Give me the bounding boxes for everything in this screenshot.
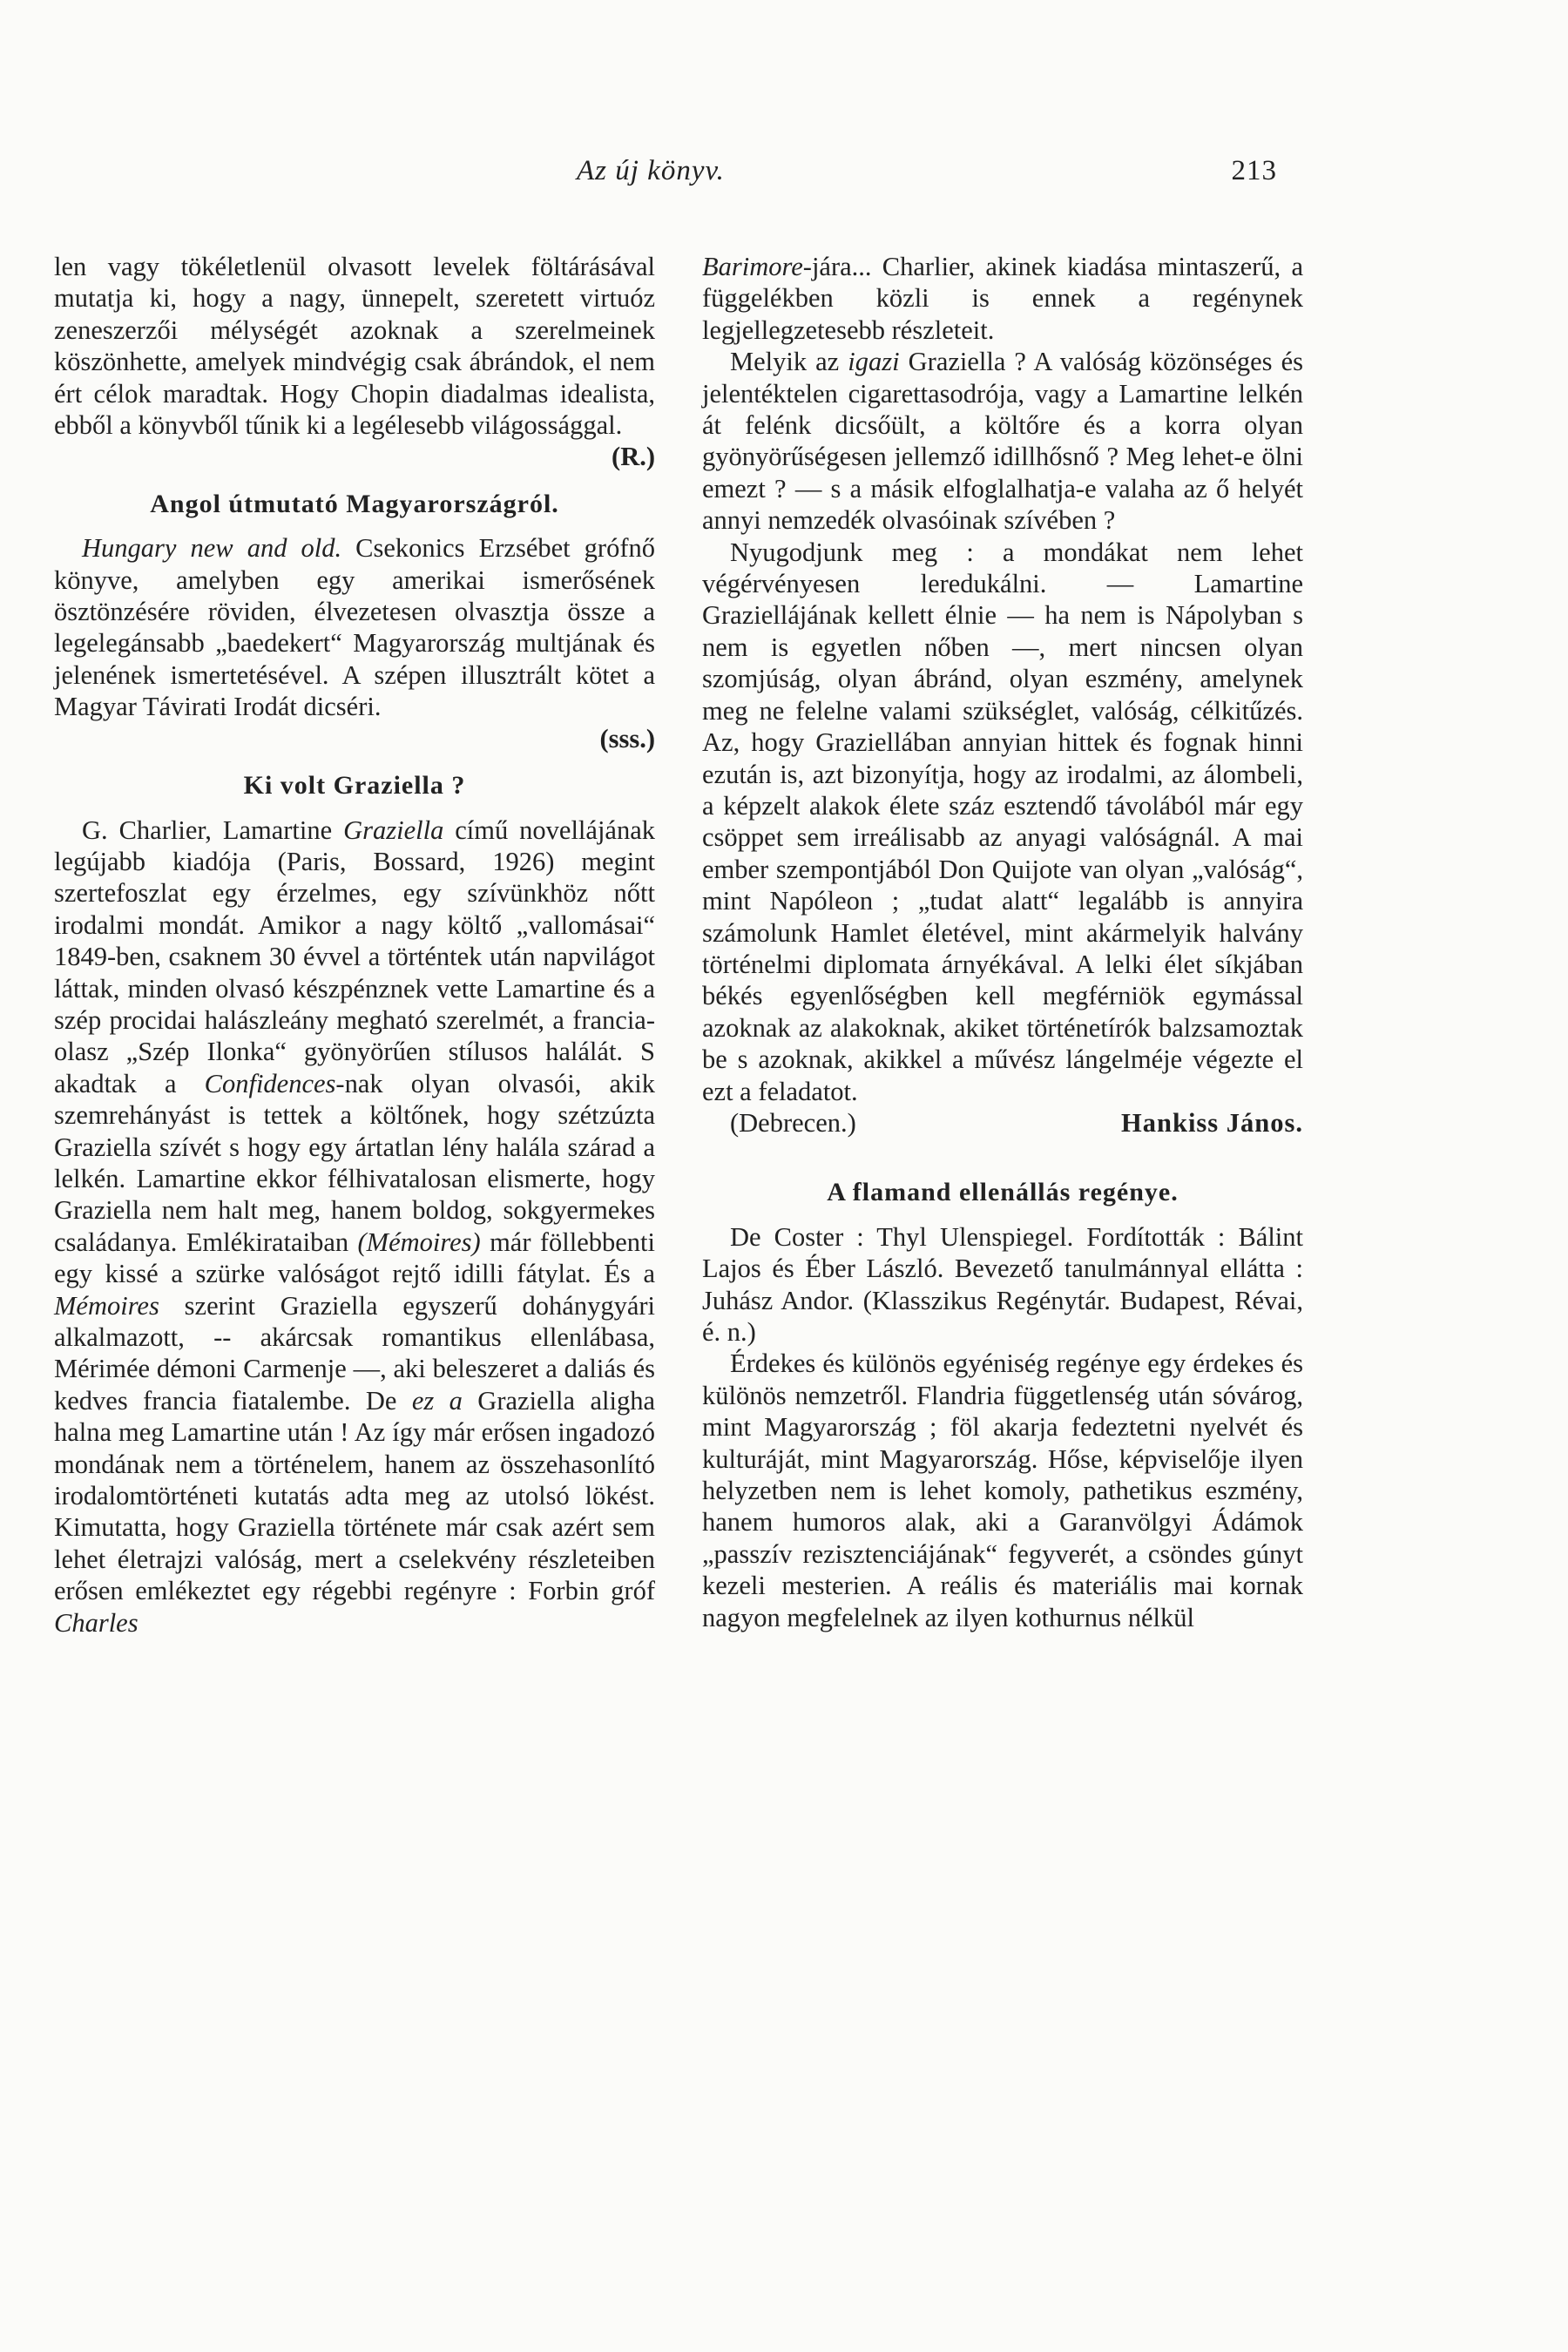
signature-sss: (sss.) — [599, 723, 655, 754]
heading-flamand-ellenallas: A flamand ellenállás regénye. — [827, 1178, 1179, 1207]
paragraph-de-coster: De Coster : Thyl Ulenspiegel. Fordították : Bálint Lajos és Éber László. Bevezető tanulmánnyal ellátta : Juhász Andor. (Klasszikus Regénytár. Budapest, Révai, é. n.) — [702, 1221, 1303, 1347]
paragraph-chopin-end: len vagy tökéletlenül olvasott levelek föltárásával mutatja ki, hogy a nagy, ünnepelt, szeretett virtuóz zeneszerzői mélységét azoknak a szerelmeinek köszönhette, amelyek mindvégig csak ábrándok, el nem ért célok maradtak. Hogy Chopin diadalmas idealista, ebből a könyvből tűnik ki a legélesebb világossággal. — [54, 252, 655, 441]
running-head-title: Az új könyv. — [577, 155, 725, 186]
running-head — [54, 155, 1277, 193]
paragraph-melyik-az-igazi: Melyik az igazi Graziella ? A valóság közönséges és jelentéktelen cigarettasodrója, vagy a Lamartine lelkén át felénk dicsőült, a költőre és a korra olyan gyönyörűségesen jellemző idillhősnő ? Meg lehet-e ölni emezt ? — s a másik elfoglalhatja-e valaha az ő helyét annyi nemzedék olvasóinak szívében ? — [702, 347, 1303, 536]
paragraph-erdekes-kulonos: Érdekes és különös egyéniség regénye egy érdekes és különös nemzetről. Flandria függetlenség után sóvárog, mint Magyarország ; föl akarja fedeztetni nyelvét és kulturáját, mint Magyarország. Hőse, képviselője ilyen helyzetben nem is lehet komoly, pathetikus eszmény, hanem humoros alak, aki a Garanvölgyi Ádámok „passzív rezisztenciájának“ fegyverét, a csöndes gúnyt kezeli mesterien. A reális és materiális mai kornak nagyon megfelelnek az ilyen kothurnus nélkül — [702, 1348, 1303, 1632]
signature-r: (R.) — [612, 442, 655, 472]
page-number: 213 — [1231, 155, 1277, 186]
signature-hankiss — [702, 1107, 1303, 1139]
paragraph-hungary: Hungary new and old. Csekonics Erzsébet grófnő könyve, amelyben egy amerikai ismerősének ösztönzésére röviden, élvezetesen olvasztja össze a legelegánsabb „baedekert“ Magyarország multjának és jelenének ismertetésével. A szépen illusztrált kötet a Magyar Távirati Irodát dicséri. — [54, 533, 655, 722]
paragraph-graziella: G. Charlier, Lamartine Graziella című novellájának legújabb kiadója (Paris, Bossard, 1926) megint szertefoszlat egy érzelmes, egy szívünkhöz nőtt irodalmi mondát. Amikor a nagy költő „vallomásai“ 1849-ben, csaknem 30 évvel a történtek után napvilágot láttak, minden olvasó készpénznek vette Lamartine és a szép procidai halászleány megható szerelmét, a francia-olasz „Szép Ilonka“ gyönyörűen stílusos halálát. S akadtak a Confidences-nak olyan olvasói, akik szemrehányást is tettek a költőnek, hogy szétzúzta Graziella szívét s hogy egy ártatlan lény halála szárad a lelkén. Lamartine ekkor félhivatalosan elismerte, hogy Graziella nem halt meg, hanem boldog, sokgyermekes családanya. Emlékirataiban (Mémoires) már föllebbenti egy kissé a szürke valóságot rejtő idilli fátylat. És a Mémoires szerint Graziella egyszerű dohánygyári alkalmazott, -- akárcsak romantikus ellenlábasa, Mérimée démoni Carmenje —, aki beleszeret a daliás és kedves francia fiatalembe. De ez a Graziella aligha halna meg Lamartine után ! Az így már erősen ingadozó mondának nem a történelem, hanem az összehasonlító irodalomtörténeti kutatás adta meg az utolsó lökést. Kimutatta, hogy Graziella története már csak azért sem lehet életrajzi valóság, mert a cselekvény részleteiben erősen emlékeztet egy régebbi regényre : Forbin gróf Charles — [54, 814, 656, 1638]
signature-name: Hankiss János. — [1121, 1107, 1303, 1138]
book-title-hungary: Hungary new and old. — [82, 533, 342, 564]
heading-angol-utmutato: Angol útmutató Magyarországról. — [150, 489, 559, 518]
signature-location: (Debrecen.) — [730, 1107, 856, 1138]
heading-ki-volt-graziella: Ki volt Graziella ? — [243, 771, 466, 801]
paragraph-barimore: Barimore-jára... Charlier, akinek kiadása mintaszerű, a függelékben közli is ennek a regénynek legjellegzetesebb részleteit. — [702, 252, 1303, 345]
paragraph-nyugodjunk-meg: Nyugodjunk meg : a mondákat nem lehet végérvényesen leredukálni. — Lamartine Graziellájának kellett élnie — ha nem is Nápolyban s nem is egyetlen nőben —, mert nincsen olyan szomjúság, olyan ábránd, olyan eszmény, amelynek meg ne felelne valami szükséglet, valóság, célkitűzés. Az, hogy Graziellában annyian hittek és fognak hinni ezután is, azt bizonyítja, hogy az irodalmi, az álombeli, a képzelt alakok élete száz esztendő távolából már egy csöppet sem irreálisabb az anyagi valóságnál. A mai ember szempontjából Don Quijote van olyan „valóság“, mint Napóleon ; „tudat alatt“ legalább is annyira számolunk Hamlet életével, mint akármelyik halvány történelmi diplomata árnyékával. A lelki élet síkjában békés egyenlőségben kell megférniök egymással azoknak az alakoknak, akiket történetírók balzsamoztak be s azoknak, akikkel a művész lángelméje végezte el ezt a feladatot. — [702, 537, 1303, 1106]
right-column — [702, 251, 1303, 1633]
left-column — [54, 251, 655, 1639]
